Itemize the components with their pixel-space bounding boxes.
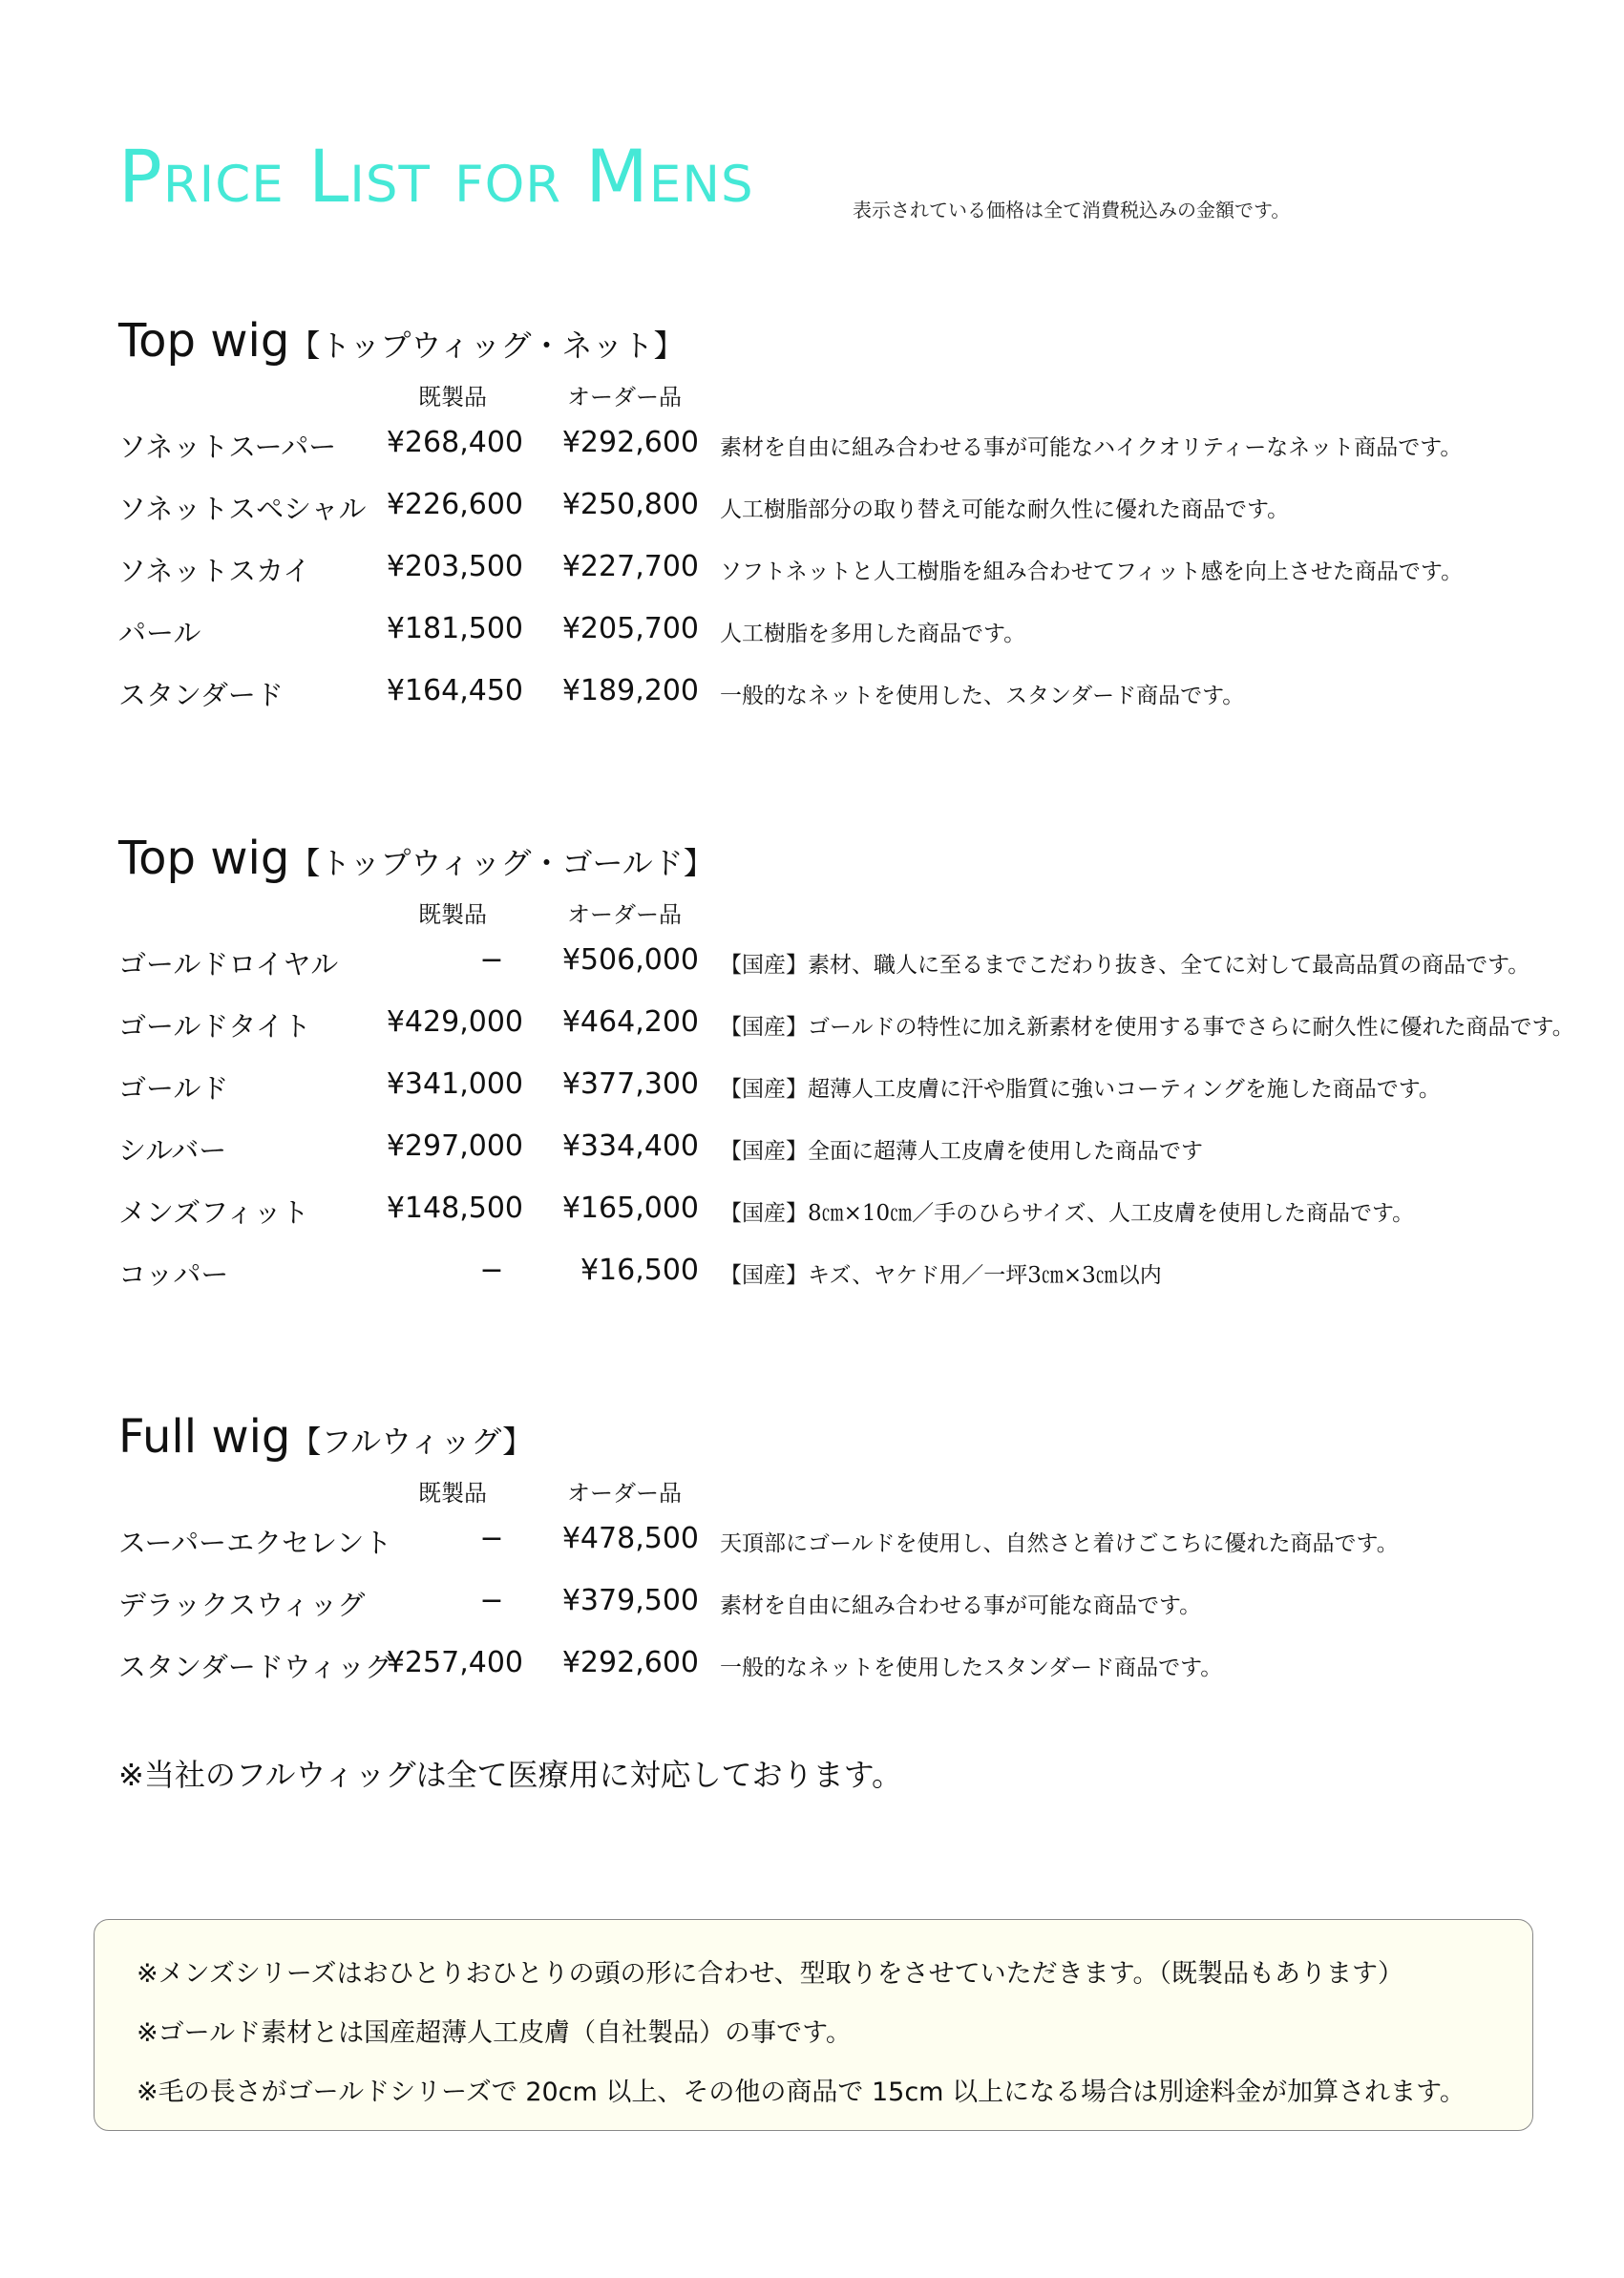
product-name: ゴールドタイト bbox=[118, 1010, 311, 1043]
ready-price: ¥164,450 bbox=[386, 674, 523, 707]
ready-price: − bbox=[479, 1584, 504, 1617]
table-row bbox=[118, 1508, 1550, 1571]
product-name: ソネットスカイ bbox=[118, 555, 311, 587]
ready-price: ¥257,400 bbox=[386, 1646, 523, 1679]
table-row bbox=[118, 992, 1574, 1054]
order-made-header: オーダー品 bbox=[567, 901, 682, 928]
table-row bbox=[118, 475, 1550, 537]
table-row bbox=[118, 1054, 1550, 1116]
table-row bbox=[118, 1116, 1550, 1178]
table-row bbox=[118, 1633, 1550, 1695]
table-row bbox=[118, 599, 1550, 661]
table-row bbox=[118, 1240, 1550, 1302]
order-price: ¥379,500 bbox=[561, 1584, 699, 1617]
order-price: ¥227,700 bbox=[561, 550, 699, 583]
section-title: Full wig bbox=[118, 1410, 291, 1464]
product-description: 人工樹脂部分の取り替え可能な耐久性に優れた商品です。 bbox=[720, 497, 1290, 522]
order-price: ¥189,200 bbox=[561, 674, 699, 707]
order-price: ¥205,700 bbox=[561, 612, 699, 645]
product-name: コッパー bbox=[118, 1258, 229, 1291]
section-subtitle: 【トップウィッグ・ゴールド】 bbox=[289, 845, 714, 881]
table-row bbox=[118, 412, 1550, 475]
product-description: 天頂部にゴールドを使用し、自然さと着けごこちに優れた商品です。 bbox=[720, 1531, 1399, 1556]
ready-price: ¥297,000 bbox=[386, 1129, 523, 1163]
notes-box bbox=[94, 1919, 1533, 2131]
note-item: ※メンズシリーズはおひとりおひとりの頭の形に合わせ、型取りをさせていただきます。（既製品もあります） bbox=[137, 1959, 1403, 1989]
ready-price: − bbox=[479, 943, 504, 977]
column-headers bbox=[118, 1466, 1550, 1508]
product-description: 【国産】キズ、ヤケド用／一坪3㎝×3㎝以内 bbox=[720, 1263, 1162, 1288]
ready-price: ¥148,500 bbox=[386, 1192, 523, 1225]
order-price: ¥16,500 bbox=[580, 1254, 699, 1287]
ready-price: − bbox=[479, 1522, 504, 1555]
column-headers bbox=[118, 370, 1550, 412]
product-name: ゴールドロイヤル bbox=[118, 948, 339, 981]
table-row bbox=[118, 661, 1550, 723]
column-headers bbox=[118, 888, 1550, 930]
product-description: 一般的なネットを使用したスタンダード商品です。 bbox=[720, 1656, 1223, 1680]
order-price: ¥464,200 bbox=[561, 1005, 699, 1039]
product-name: メンズフィット bbox=[118, 1196, 309, 1229]
ready-made-header: 既製品 bbox=[418, 384, 487, 411]
product-description: 【国産】超薄人工皮膚に汗や脂質に強いコーティングを施した商品です。 bbox=[720, 1077, 1441, 1102]
product-description: 【国産】素材、職人に至るまでこだわり抜き、全てに対して最高品質の商品です。 bbox=[720, 953, 1530, 978]
ready-price: ¥429,000 bbox=[386, 1005, 523, 1039]
order-made-header: オーダー品 bbox=[567, 1480, 682, 1507]
product-description: 素材を自由に組み合わせる事が可能な商品です。 bbox=[720, 1593, 1202, 1618]
section-heading bbox=[118, 829, 1550, 888]
product-description: ソフトネットと人工樹脂を組み合わせてフィット感を向上させた商品です。 bbox=[720, 559, 1464, 584]
tax-note: 表示されている価格は全て消費税込みの金額です。 bbox=[853, 199, 1291, 221]
product-name: スーパーエクセレント bbox=[118, 1527, 392, 1559]
ready-price: ¥226,600 bbox=[386, 488, 523, 521]
section-heading bbox=[118, 1407, 1550, 1466]
product-description: 【国産】8㎝×10㎝／手のひらサイズ、人工皮膚を使用した商品です。 bbox=[720, 1201, 1415, 1226]
table-row bbox=[118, 537, 1550, 599]
ready-price: − bbox=[479, 1254, 504, 1287]
section-heading bbox=[118, 311, 1550, 370]
order-price: ¥506,000 bbox=[561, 943, 699, 977]
order-price: ¥478,500 bbox=[561, 1522, 699, 1555]
product-description: 素材を自由に組み合わせる事が可能なハイクオリティーなネット商品です。 bbox=[720, 435, 1463, 460]
section-subtitle: 【フルウィッグ】 bbox=[290, 1424, 534, 1460]
ready-price: ¥341,000 bbox=[386, 1067, 523, 1101]
ready-price: ¥203,500 bbox=[386, 550, 523, 583]
order-price: ¥292,600 bbox=[561, 426, 699, 459]
order-price: ¥292,600 bbox=[561, 1646, 699, 1679]
table-row bbox=[118, 1571, 1550, 1633]
product-name: デラックスウィッグ bbox=[118, 1589, 366, 1621]
product-name: ゴールド bbox=[118, 1072, 229, 1105]
section-subtitle: 【トップウィッグ・ネット】 bbox=[289, 327, 685, 364]
ready-price: ¥181,500 bbox=[386, 612, 523, 645]
order-price: ¥377,300 bbox=[561, 1067, 699, 1101]
table-row bbox=[118, 1178, 1550, 1240]
section-top-wig-net bbox=[118, 311, 1550, 723]
order-price: ¥165,000 bbox=[561, 1192, 699, 1225]
section-title: Top wig bbox=[118, 314, 290, 368]
product-description: 【国産】ゴールドの特性に加え新素材を使用する事でさらに耐久性に優れた商品です。 bbox=[720, 1015, 1574, 1040]
note-item: ※ゴールド素材とは国産超薄人工皮膚（自社製品）の事です。 bbox=[137, 2018, 852, 2048]
page-title: Price List for Mens bbox=[118, 134, 754, 219]
note-item: ※毛の長さがゴールドシリーズで 20cm 以上、その他の商品で 15cm 以上になる場合は別途料金が加算されます。 bbox=[137, 2078, 1466, 2107]
ready-price: ¥268,400 bbox=[386, 426, 523, 459]
product-description: 【国産】全面に超薄人工皮膚を使用した商品です bbox=[720, 1139, 1203, 1164]
section-top-wig-gold bbox=[118, 829, 1574, 1302]
order-made-header: オーダー品 bbox=[567, 384, 682, 411]
section-title: Top wig bbox=[118, 832, 290, 885]
product-description: 人工樹脂を多用した商品です。 bbox=[720, 622, 1026, 646]
order-price: ¥334,400 bbox=[561, 1129, 699, 1163]
section-full-wig bbox=[118, 1407, 1550, 1695]
product-name: ソネットスペシャル bbox=[118, 493, 367, 525]
order-price: ¥250,800 bbox=[561, 488, 699, 521]
full-wig-medical-note: ※当社のフルウィッグは全て医療用に対応しております。 bbox=[118, 1757, 903, 1793]
product-description: 一般的なネットを使用した、スタンダード商品です。 bbox=[720, 684, 1245, 708]
product-name: スタンダード bbox=[118, 679, 284, 711]
product-name: パール bbox=[118, 617, 201, 649]
product-name: スタンダードウィッグ bbox=[118, 1651, 393, 1683]
table-row bbox=[118, 930, 1550, 992]
product-name: シルバー bbox=[118, 1134, 227, 1167]
product-name: ソネットスーパー bbox=[118, 431, 337, 463]
ready-made-header: 既製品 bbox=[418, 1480, 487, 1507]
ready-made-header: 既製品 bbox=[418, 901, 487, 928]
